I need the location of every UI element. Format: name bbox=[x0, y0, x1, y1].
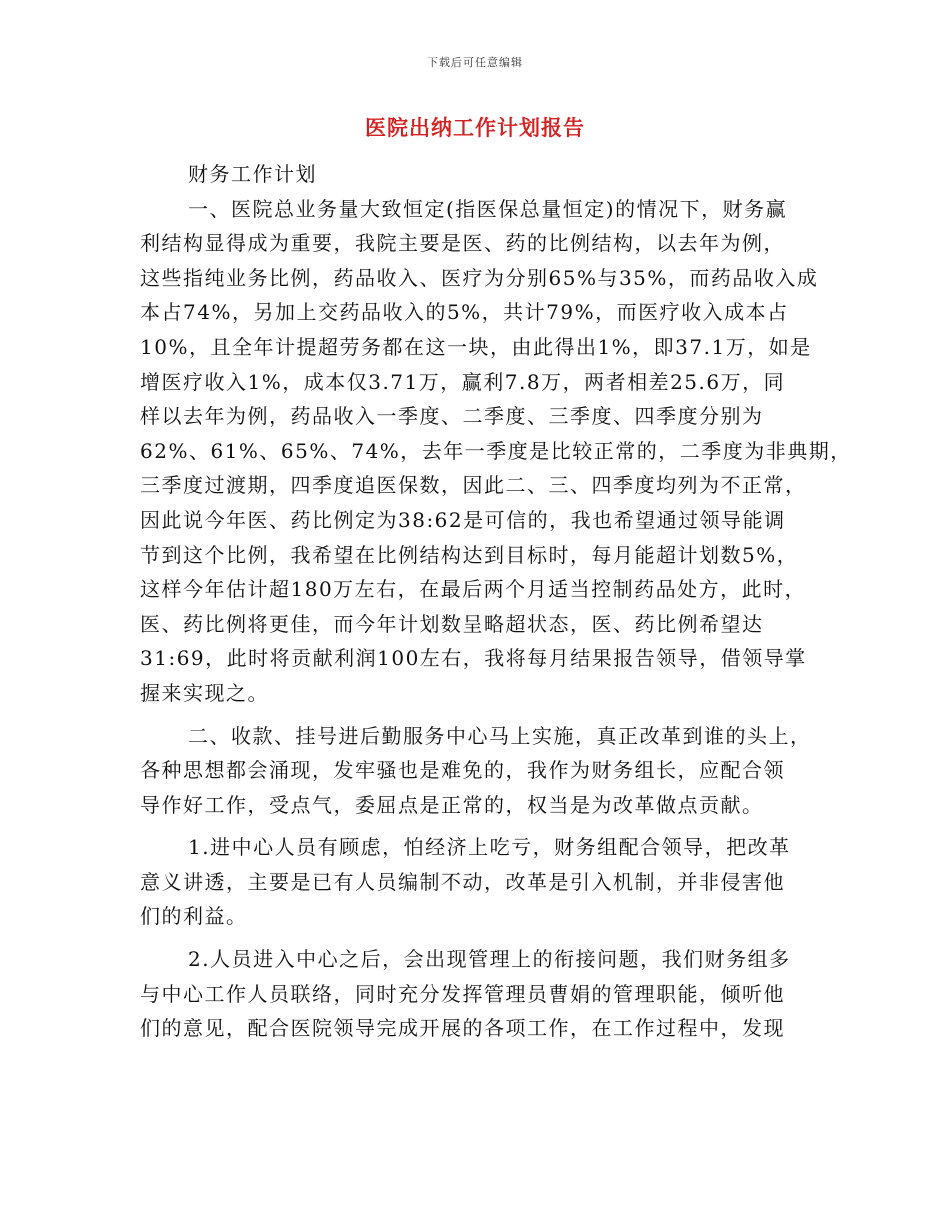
body-line: 财务工作计划 bbox=[188, 162, 317, 186]
body-line: 利结构显得成为重要，我院主要是医、药的比例结构，以去年为例， bbox=[140, 231, 785, 256]
body-line: 1.进中心人员有顾虑，怕经济上吃亏，财务组配合领导，把改革 bbox=[188, 835, 791, 860]
body-line: 导作好工作，受点气，委屈点是正常的，权当是为改革做点贡献。 bbox=[140, 792, 764, 817]
body-line: 因此说今年医、药比例定为38:62是可信的，我也希望通过领导能调 bbox=[140, 507, 786, 532]
body-line: 这些指纯业务比例，药品收入、医疗为分别65%与35%，而药品收入成 bbox=[140, 265, 819, 290]
paragraph-gap bbox=[140, 934, 802, 942]
body-line: 本占74%，另加上交药品收入的5%，共计79%，而医疗收入成本占 bbox=[140, 300, 789, 325]
body-line: 节到这个比例，我希望在比例结构达到目标时，每月能超计划数5%， bbox=[140, 542, 799, 567]
header-note: 下载后可任意编辑 bbox=[427, 56, 523, 69]
body-line: 这样今年估计超180万左右，在最后两个月适当控制药品处方，此时， bbox=[140, 577, 807, 602]
body-line: 62%、61%、65%、74%，去年一季度是比较正常的，二季度为非典期， bbox=[140, 438, 852, 463]
paragraph-gap bbox=[140, 822, 802, 830]
body-line: 三季度过渡期，四季度追医保数，因此二、三、四季度均列为不正常， bbox=[140, 473, 807, 498]
body-line: 与中心工作人员联络，同时充分发挥管理员曹娟的管理职能，倾听他 bbox=[140, 981, 785, 1006]
body-line: 医、药比例将更佳，而今年计划数呈略超状态，医、药比例希望达 bbox=[140, 611, 764, 636]
body-line: 们的意见，配合医院领导完成开展的各项工作，在工作过程中，发现 bbox=[140, 1016, 785, 1041]
body-line: 10%，且全年计提超劳务都在这一块，由此得出1%，即37.1万，如是 bbox=[140, 334, 812, 359]
body-line: 二、收款、挂号进后勤服务中心马上实施，真正改革到谁的头上， bbox=[188, 723, 812, 748]
body-line: 一、医院总业务量大致恒定(指医保总量恒定)的情况下，财务赢 bbox=[188, 196, 788, 221]
paragraph-gap bbox=[140, 711, 802, 719]
body-line: 各种思想都会涌现，发牢骚也是难免的，我作为财务组长，应配合领 bbox=[140, 758, 785, 783]
document-title: 医院出纳工作计划报告 bbox=[365, 115, 585, 140]
body-line: 样以去年为例，药品收入一季度、二季度、三季度、四季度分别为 bbox=[140, 404, 764, 429]
body-line: 2.人员进入中心之后，会出现管理上的衔接问题，我们财务组多 bbox=[188, 947, 791, 972]
body-line: 增医疗收入1%，成本仅3.71万，赢利7.8万，两者相差25.6万，同 bbox=[140, 369, 786, 394]
body-line: 31:69，此时将贡献利润100左右，我将每月结果报告领导，借领导掌 bbox=[140, 646, 807, 671]
body-line: 们的利益。 bbox=[140, 904, 248, 929]
body-line: 意义讲透，主要是已有人员编制不动，改革是引入机制，并非侵害他 bbox=[140, 869, 785, 894]
body-line: 握来实现之。 bbox=[140, 680, 269, 705]
document-body bbox=[140, 157, 852, 1046]
